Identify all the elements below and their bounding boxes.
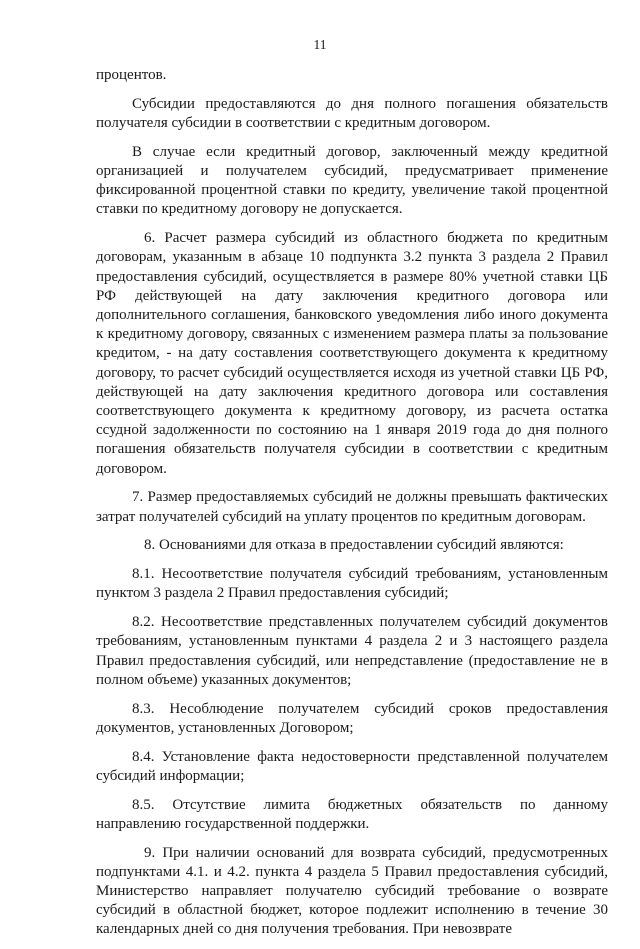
- paragraph-item-8-1: 8.1. Несоответствие получателя субсидий требованиям, установленным пунктом 3 раздела 2 Правил предоставления субсидий;: [96, 566, 608, 602]
- paragraph-fixed-rate: В случае если кредитный договор, заключенный между кредитной организацией и получателем субсидий, предусматривает применение фиксированной процентной ставки по кредиту, увеличение такой процентной ставки по кредитному договору не допускается.: [96, 143, 608, 218]
- paragraph-item-6: 6. Расчет размера субсидий из областного бюджета по кредитным договорам, указанным в абзаце 10 подпункта 3.2 пункта 3 раздела 2 Правил предоставления субсидий, осуществляется в размере 80% учетной ставки ЦБ РФ действующей на дату заключения кредитного договора или дополнительного соглашения, банковского уведомления либо иного документа к кредитному договору, связанных с изменением размера платы за пользование кредитом, - на дату составления соответствующего документа к кредитному договору, то расчет субсидий осуществляется исходя из учетной ставки ЦБ РФ, действующей на дату заключения кредитного договора или составления соответствующего документа к кредитному договору, из расчета остатка ссудной задолженности по состоянию на 1 января 2019 года до дня полного погашения обязательств получателя субсидии в соответствии с кредитным договором.: [96, 230, 608, 477]
- page-number: 11: [313, 37, 327, 52]
- paragraph-item-8-4: 8.4. Установление факта недостоверности представленной получателем субсидий информации;: [96, 748, 608, 784]
- paragraph-item-8-5: 8.5. Отсутствие лимита бюджетных обязательств по данному направлению государственной поддержки.: [96, 796, 608, 832]
- paragraph-item-9: 9. При наличии оснований для возврата субсидий, предусмотренных подпунктами 4.1. и 4.2. пункта 4 раздела 5 Правил предоставления субсидий, Министерство направляет получателю субсидий требование о возврате субсидий в областной бюджет, которое подлежит исполнению в течение 30 календарных дней со дня получения требования. При невозврате: [96, 844, 608, 938]
- paragraph-item-8: 8. Основаниями для отказа в предоставлении субсидий являются:: [144, 537, 564, 554]
- document-body: [96, 66, 608, 949]
- paragraph-continuation: процентов.: [96, 67, 167, 83]
- paragraph-subsidy-term: Субсидии предоставляются до дня полного погашения обязательств получателя субсидии в соответствии с кредитным договором.: [96, 95, 608, 131]
- paragraph-item-8-3: 8.3. Несоблюдение получателем субсидий сроков предоставления документов, установленных Договором;: [96, 700, 608, 736]
- paragraph-item-8-2: 8.2. Несоответствие представленных получателем субсидий документов требованиям, установленным пунктами 4 раздела 2 и 3 настоящего раздела Правил предоставления субсидий, или непредставление (предоставление не в полном объеме) указанных документов;: [96, 614, 608, 688]
- paragraph-item-7: 7. Размер предоставляемых субсидий не должны превышать фактических затрат получателей субсидий на уплату процентов по кредитным договорам.: [96, 489, 608, 525]
